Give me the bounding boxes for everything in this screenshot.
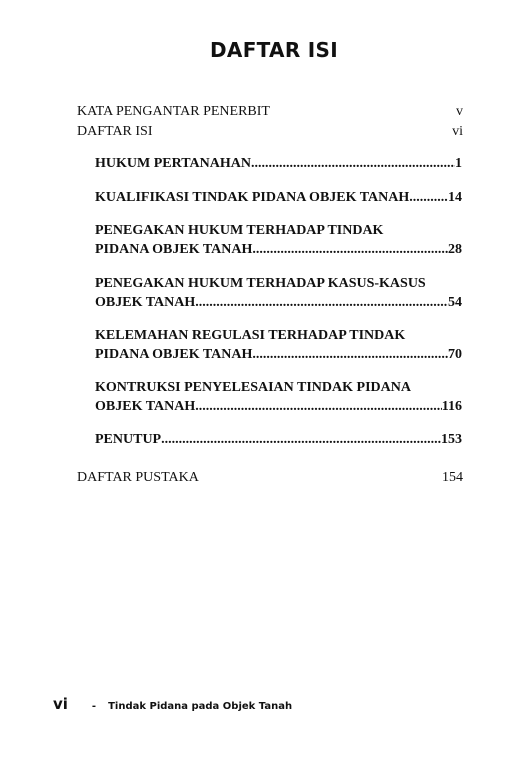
leader-dots bbox=[256, 346, 448, 365]
toc-entry-label: HUKUM PERTANAHAN bbox=[95, 156, 251, 171]
toc-entry-label: PENEGAKAN HUKUM TERHADAP TINDAK bbox=[95, 223, 384, 238]
toc-entry-label-cont: OBJEK TANAH bbox=[95, 294, 196, 310]
toc-entry-kata-pengantar[interactable] bbox=[77, 103, 463, 121]
toc-entry-page: 70 bbox=[448, 346, 462, 362]
toc-entry-page: 54 bbox=[448, 294, 462, 310]
page-title: DAFTAR ISI bbox=[210, 38, 338, 62]
toc-entry-hukum-pertanahan[interactable] bbox=[95, 155, 462, 174]
toc-entry-page: 28 bbox=[448, 241, 462, 257]
leader-dots bbox=[252, 241, 448, 260]
toc-entry-daftar-pustaka[interactable] bbox=[77, 469, 463, 487]
toc-entry-page: v bbox=[456, 104, 463, 119]
toc-entry-penutup[interactable] bbox=[95, 431, 462, 450]
toc-entry-label: DAFTAR ISI bbox=[77, 124, 153, 139]
toc-entry-label: KONTRUKSI PENYELESAIAN TINDAK PIDANA bbox=[95, 380, 411, 395]
toc-entry-label: DAFTAR PUSTAKA bbox=[77, 470, 199, 485]
leader-dots bbox=[251, 155, 455, 174]
toc-entry-kelemahan-regulasi[interactable] bbox=[95, 327, 462, 364]
toc-entry-page: 14 bbox=[448, 190, 462, 205]
toc-entry-penegakan-hukum-kasus[interactable] bbox=[95, 275, 462, 312]
toc-entry-penegakan-hukum-tindak-pidana[interactable] bbox=[95, 222, 462, 259]
leader-dots bbox=[161, 431, 441, 450]
toc-entry-kualifikasi[interactable] bbox=[95, 189, 462, 208]
running-title: Tindak Pidana pada Objek Tanah bbox=[108, 701, 293, 712]
toc-entry-label: PENUTUP bbox=[95, 432, 162, 447]
toc-entry-label-cont: PIDANA OBJEK TANAH. bbox=[95, 346, 256, 362]
leader-dots bbox=[195, 294, 448, 313]
footer-separator: - bbox=[91, 701, 97, 712]
toc-entry-label-cont: PIDANA OBJEK TANAH bbox=[95, 241, 253, 257]
toc-entry-label: KELEMAHAN REGULASI TERHADAP TINDAK bbox=[95, 328, 406, 343]
toc-entry-kontruksi-penyelesaian[interactable] bbox=[95, 379, 462, 416]
toc-entry-label: PENEGAKAN HUKUM TERHADAP KASUS-KASUS bbox=[95, 276, 426, 291]
toc-entry-page: 1 bbox=[455, 156, 462, 171]
toc-entry-label: KUALIFIKASI TINDAK PIDANA OBJEK TANAH bbox=[95, 190, 410, 205]
toc-entry-page: 153 bbox=[441, 432, 462, 447]
toc-entry-label-cont: OBJEK TANAH bbox=[95, 398, 196, 414]
toc-entry-page: 154 bbox=[442, 470, 463, 485]
page-footer bbox=[53, 695, 292, 713]
leader-dots bbox=[409, 189, 448, 208]
toc-entry-daftar-isi[interactable] bbox=[77, 123, 463, 141]
toc-entry-page: 116 bbox=[441, 398, 462, 414]
toc-entry-label: KATA PENGANTAR PENERBIT bbox=[77, 104, 270, 119]
leader-dots bbox=[195, 398, 442, 417]
page-number: vi bbox=[53, 695, 68, 713]
toc-entry-page: vi bbox=[452, 124, 463, 139]
